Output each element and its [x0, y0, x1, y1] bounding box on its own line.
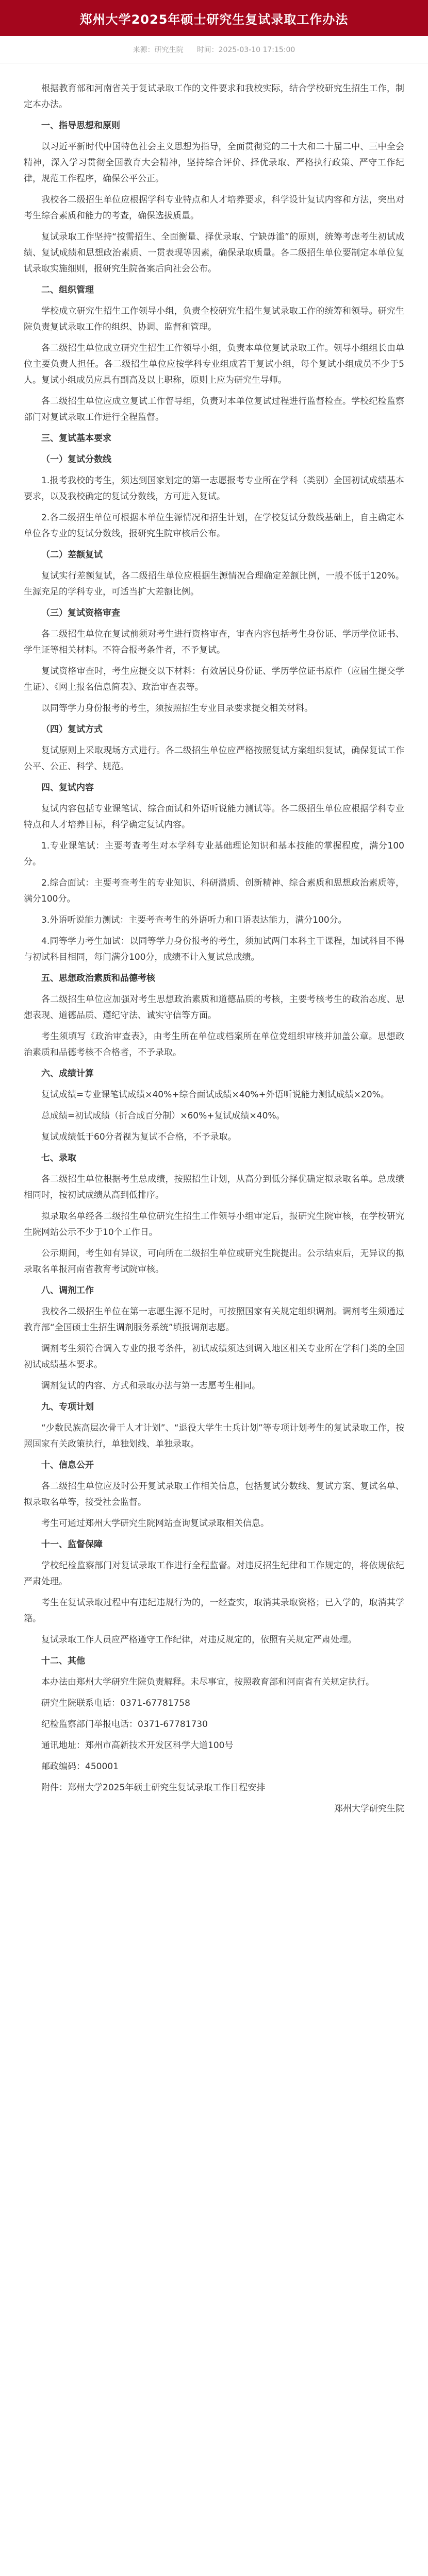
- paragraph: 附件：郑州大学2025年硕士研究生复试录取工作日程安排: [41, 1783, 266, 1793]
- paragraph: 邮政编码：450001: [41, 1761, 119, 1772]
- paragraph: 1.报考我校的考生，须达到国家划定的第一志愿报考专业所在学科（类别）全国初试成绩基本要求，以及我校确定的复试分数线，方可进入复试。: [24, 476, 404, 502]
- section-heading: 九、专项计划: [41, 1402, 94, 1412]
- paragraph: 根据教育部和河南省关于复试录取工作的文件要求和我校实际，结合学校研究生招生工作，制定本办法。: [24, 83, 404, 110]
- paragraph: 复试成绩低于60分者视为复试不合格，不予录取。: [41, 1132, 237, 1142]
- section-heading: 五、思想政治素质和品德考核: [41, 973, 155, 984]
- paragraph: 研究生院联系电话：0371-67781758: [41, 1698, 190, 1708]
- section-heading: 三、复试基本要求: [41, 433, 111, 444]
- paragraph: 2.各二级招生单位可根据本单位生源情况和招生计划，在学校复试分数线基础上，自主确定本单位各专业的复试分数线，报研究生院审核后公布。: [24, 513, 404, 539]
- paragraph: 公示期间，考生如有异议，可向所在二级招生单位或研究生院提出。公示结束后，无异议的拟录取名单报河南省教育考试院审核。: [24, 1248, 404, 1275]
- paragraph: 调剂复试的内容、方式和录取办法与第一志愿考生相同。: [41, 1381, 260, 1391]
- paragraph: 各二级招生单位应加强对考生思想政治素质和道德品质的考核，主要考核考生的政治态度、思想表现、道德品质、遵纪守法、诚实守信等方面。: [24, 994, 404, 1021]
- subsection-heading: （三）复试资格审查: [41, 608, 120, 618]
- paragraph: 纪检监察部门举报电话：0371-67781730: [41, 1719, 208, 1730]
- paragraph: 我校各二级招生单位应根据学科专业特点和人才培养要求，科学设计复试内容和方法，突出对考生综合素质和能力的考查，确保选拔质量。: [24, 195, 404, 221]
- section-heading: 十一、监督保障: [41, 1539, 103, 1550]
- paragraph: 复试录取工作坚持“按需招生、全面衡量、择优录取、宁缺毋滥”的原则，统筹考虑考生初试成绩、复试成绩和思想政治素质、一贯表现等因素，确保录取质量。各二级招生单位要制定本单位复试录取实施细则，报研究生院备案后向社会公布。: [24, 232, 404, 274]
- paragraph: 复试原则上采取现场方式进行。各二级招生单位应严格按照复试方案组织复试，确保复试工作公平、公正、科学、规范。: [24, 745, 404, 772]
- paragraph: 各二级招生单位应及时公开复试录取工作相关信息，包括复试分数线、复试方案、复试名单、拟录取名单等，接受社会监督。: [24, 1481, 404, 1507]
- section-heading: 六、成绩计算: [41, 1069, 94, 1079]
- paragraph: 郑州大学研究生院: [334, 1804, 404, 1814]
- paragraph: 考生可通过郑州大学研究生院网站查询复试录取相关信息。: [41, 1518, 269, 1529]
- paragraph: 学校纪检监察部门对复试录取工作进行全程监督。对违反招生纪律和工作规定的，将依规依纪严肃处理。: [24, 1561, 404, 1587]
- time-meta: 时间：2025-03-10 17:15:00: [196, 46, 295, 54]
- paragraph: 拟录取名单经各二级招生单位研究生招生工作领导小组审定后，报研究生院审核，在学校研究生院网站公示不少于10个工作日。: [24, 1211, 404, 1238]
- section-heading: 十、信息公开: [41, 1460, 94, 1470]
- paragraph: 3.外语听说能力测试：主要考查考生的外语听力和口语表达能力，满分100分。: [41, 915, 347, 925]
- paragraph: 我校各二级招生单位在第一志愿生源不足时，可按照国家有关规定组织调剂。调剂考生须通过教育部“全国硕士生招生调剂服务系统”填报调剂志愿。: [24, 1307, 404, 1333]
- paragraph: 调剂考生须符合调入专业的报考条件，初试成绩须达到调入地区相关专业所在学科门类的全国初试成绩基本要求。: [24, 1344, 404, 1370]
- paragraph: 复试实行差额复试，各二级招生单位应根据生源情况合理确定差额比例，一般不低于120%。生源充足的学科专业，可适当扩大差额比例。: [24, 571, 404, 597]
- source-meta: 来源：研究生院: [133, 46, 184, 54]
- paragraph: 复试内容包括专业课笔试、综合面试和外语听说能力测试等。各二级招生单位应根据学科专业特点和人才培养目标，科学确定复试内容。: [24, 804, 404, 830]
- paragraph: 各二级招生单位应成立复试工作督导组，负责对本单位复试过程进行监督检查。学校纪检监察部门对复试录取工作进行全程监督。: [24, 396, 404, 422]
- paragraph: 考生在复试录取过程中有违纪违规行为的，一经查实，取消其录取资格；已入学的，取消其学籍。: [24, 1598, 404, 1624]
- subsection-heading: （二）差额复试: [41, 550, 103, 560]
- paragraph: “少数民族高层次骨干人才计划”、“退役大学生士兵计划”等专项计划考生的复试录取工作，按照国家有关政策执行，单独划线、单独录取。: [24, 1423, 404, 1449]
- section-heading: 七、录取: [41, 1153, 76, 1163]
- article-title: 郑州大学2025年硕士研究生复试录取工作办法: [79, 12, 349, 27]
- paragraph: 以同等学力身份报考的考生，须按照招生专业目录要求提交相关材料。: [41, 703, 313, 714]
- paragraph: 学校成立研究生招生工作领导小组，负责全校研究生招生复试录取工作的统筹和领导。研究生院负责复试录取工作的组织、协调、监督和管理。: [24, 306, 404, 332]
- subsection-heading: （一）复试分数线: [41, 454, 111, 465]
- paragraph: 以习近平新时代中国特色社会主义思想为指导，全面贯彻党的二十大和二十届二中、三中全会精神，深入学习贯彻全国教育大会精神，坚持综合评价、择优录取、严格执行政策、严守工作纪律，规范工作程序，确保公平公正。: [24, 142, 404, 184]
- section-heading: 一、指导思想和原则: [41, 121, 120, 131]
- section-heading: 四、复试内容: [41, 783, 94, 793]
- section-heading: 二、组织管理: [41, 285, 94, 295]
- paragraph: 考生须填写《政治审查表》，由考生所在单位或档案所在单位党组织审核并加盖公章。思想政治素质和品德考核不合格者，不予录取。: [24, 1031, 404, 1058]
- paragraph: 复试资格审查时，考生应提交以下材料：有效居民身份证、学历学位证书原件（应届生提交学生证）、《网上报名信息简表》、政治审查表等。: [24, 666, 404, 692]
- title-bar: [0, 0, 428, 36]
- subsection-heading: （四）复试方式: [41, 724, 103, 735]
- paragraph: 总成绩=初试成绩（折合成百分制）×60%+复试成绩×40%。: [41, 1111, 285, 1121]
- paragraph: 各二级招生单位根据考生总成绩，按照招生计划，从高分到低分择优确定拟录取名单。总成绩相同时，按初试成绩从高到低排序。: [24, 1174, 404, 1200]
- paragraph: 复试录取工作人员应严格遵守工作纪律，对违反规定的，依照有关规定严肃处理。: [41, 1635, 357, 1645]
- article-body: [0, 63, 428, 1817]
- paragraph: 各二级招生单位在复试前须对考生进行资格审查，审查内容包括考生身份证、学历学位证书、学生证等相关材料。不符合报考条件者，不予复试。: [24, 629, 404, 655]
- paragraph: 2.综合面试：主要考查考生的专业知识、科研潜质、创新精神、综合素质和思想政治素质等，满分100分。: [24, 878, 404, 904]
- section-heading: 八、调剂工作: [41, 1285, 94, 1296]
- paragraph: 本办法由郑州大学研究生院负责解释。未尽事宜，按照教育部和河南省有关规定执行。: [41, 1677, 374, 1687]
- paragraph: 各二级招生单位成立研究生招生工作领导小组，负责本单位复试录取工作。领导小组组长由单位主要负责人担任。各二级招生单位应按学科专业组成若干复试小组，每个复试小组成员不少于5人。复试小组成员应具有副高及以上职称，原则上应为研究生导师。: [24, 343, 404, 385]
- paragraph: 4.同等学力考生加试：以同等学力身份报考的考生，须加试两门本科主干课程，加试科目不得与初试科目相同，每门满分100分，成绩不计入复试总成绩。: [24, 936, 404, 962]
- paragraph: 1.专业课笔试：主要考查考生对本学科专业基础理论知识和基本技能的掌握程度，满分100分。: [24, 841, 404, 867]
- paragraph: 通讯地址：郑州市高新技术开发区科学大道100号: [41, 1740, 234, 1751]
- section-heading: 十二、其他: [41, 1656, 85, 1666]
- paragraph: 复试成绩=专业课笔试成绩×40%+综合面试成绩×40%+外语听说能力测试成绩×20%。: [41, 1090, 389, 1100]
- meta-row: [0, 36, 428, 63]
